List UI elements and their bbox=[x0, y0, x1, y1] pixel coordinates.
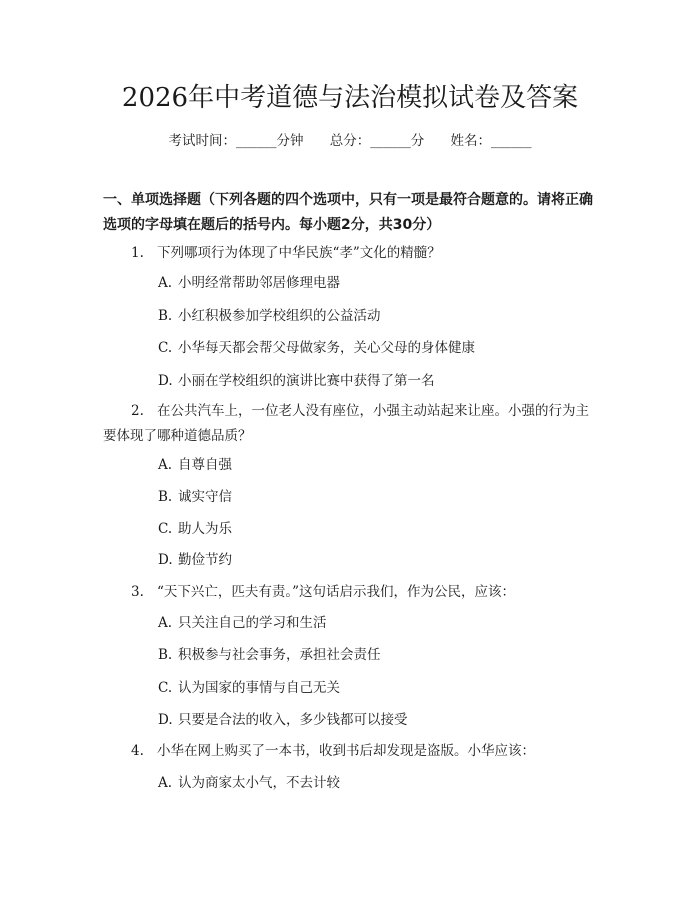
option-text: 诚实守信 bbox=[178, 489, 232, 505]
option-letter: A. bbox=[158, 275, 173, 291]
option-4a bbox=[158, 773, 598, 793]
question-number: 4. bbox=[131, 743, 144, 759]
option-letter: B. bbox=[158, 489, 173, 505]
option-2b bbox=[158, 487, 598, 507]
option-3c bbox=[158, 678, 598, 698]
option-text: 助人为乐 bbox=[178, 521, 232, 537]
option-text: 小华每天都会帮父母做家务，关心父母的身体健康 bbox=[178, 340, 475, 356]
option-letter: B. bbox=[158, 308, 173, 324]
question-stem: 小华在网上购买了一本书，收到书后却发现是盗版。小华应该： bbox=[157, 743, 535, 759]
page-title: 2026年中考道德与法治模拟试卷及答案 bbox=[121, 83, 579, 113]
total-score-field: 总分：______分 bbox=[329, 133, 425, 149]
option-letter: C. bbox=[158, 340, 173, 356]
option-text: 小红积极参加学校组织的公益活动 bbox=[178, 308, 381, 324]
question-number: 3. bbox=[131, 584, 144, 600]
option-letter: D. bbox=[158, 552, 173, 568]
option-3d bbox=[158, 710, 598, 730]
question-stem: “天下兴亡，匹夫有责。”这句话启示我们，作为公民，应该： bbox=[157, 584, 516, 600]
option-1d bbox=[158, 371, 598, 391]
question-number: 2. bbox=[131, 403, 144, 419]
question-2 bbox=[103, 399, 598, 449]
option-letter: D. bbox=[158, 712, 173, 728]
option-1c bbox=[158, 338, 598, 358]
exam-time-field: 考试时间：______分钟 bbox=[168, 133, 304, 149]
option-letter: A. bbox=[158, 457, 173, 473]
option-text: 积极参与社会事务，承担社会责任 bbox=[178, 647, 381, 663]
option-2c bbox=[158, 519, 598, 539]
option-letter: B. bbox=[158, 647, 173, 663]
option-letter: A. bbox=[158, 615, 173, 631]
question-4 bbox=[103, 739, 598, 764]
option-1b bbox=[158, 306, 598, 326]
option-2a bbox=[158, 455, 598, 475]
section-heading: 一、单项选择题（下列各题的四个选项中，只有一项是最符合题意的。请将正确选项的字母填在题后的括号内。每小题2分，共30分） bbox=[103, 192, 593, 233]
exam-meta bbox=[0, 131, 700, 151]
option-1a bbox=[158, 273, 598, 293]
question-stem: 在公共汽车上，一位老人没有座位，小强主动站起来让座。小强的行为主要体现了哪种道德品质？ bbox=[103, 403, 589, 444]
option-letter: D. bbox=[158, 373, 173, 389]
option-letter: C. bbox=[158, 521, 173, 537]
option-letter: A. bbox=[158, 775, 173, 791]
question-number: 1. bbox=[131, 245, 144, 261]
option-3b bbox=[158, 645, 598, 665]
question-3 bbox=[103, 580, 598, 605]
student-name-field: 姓名：______ bbox=[450, 133, 532, 149]
option-text: 认为国家的事情与自己无关 bbox=[178, 680, 340, 696]
option-text: 自尊自强 bbox=[178, 457, 232, 473]
option-text: 小丽在学校组织的演讲比赛中获得了第一名 bbox=[178, 373, 435, 389]
option-letter: C. bbox=[158, 680, 173, 696]
option-text: 只关注自己的学习和生活 bbox=[178, 615, 327, 631]
option-text: 小明经常帮助邻居修理电器 bbox=[178, 275, 340, 291]
option-text: 勤俭节约 bbox=[178, 552, 232, 568]
option-2d bbox=[158, 550, 598, 570]
option-text: 只要是合法的收入，多少钱都可以接受 bbox=[178, 712, 408, 728]
question-stem: 下列哪项行为体现了中华民族“孝”文化的精髓？ bbox=[157, 245, 441, 261]
option-3a bbox=[158, 613, 598, 633]
question-1 bbox=[103, 241, 598, 266]
option-text: 认为商家太小气，不去计较 bbox=[178, 775, 340, 791]
